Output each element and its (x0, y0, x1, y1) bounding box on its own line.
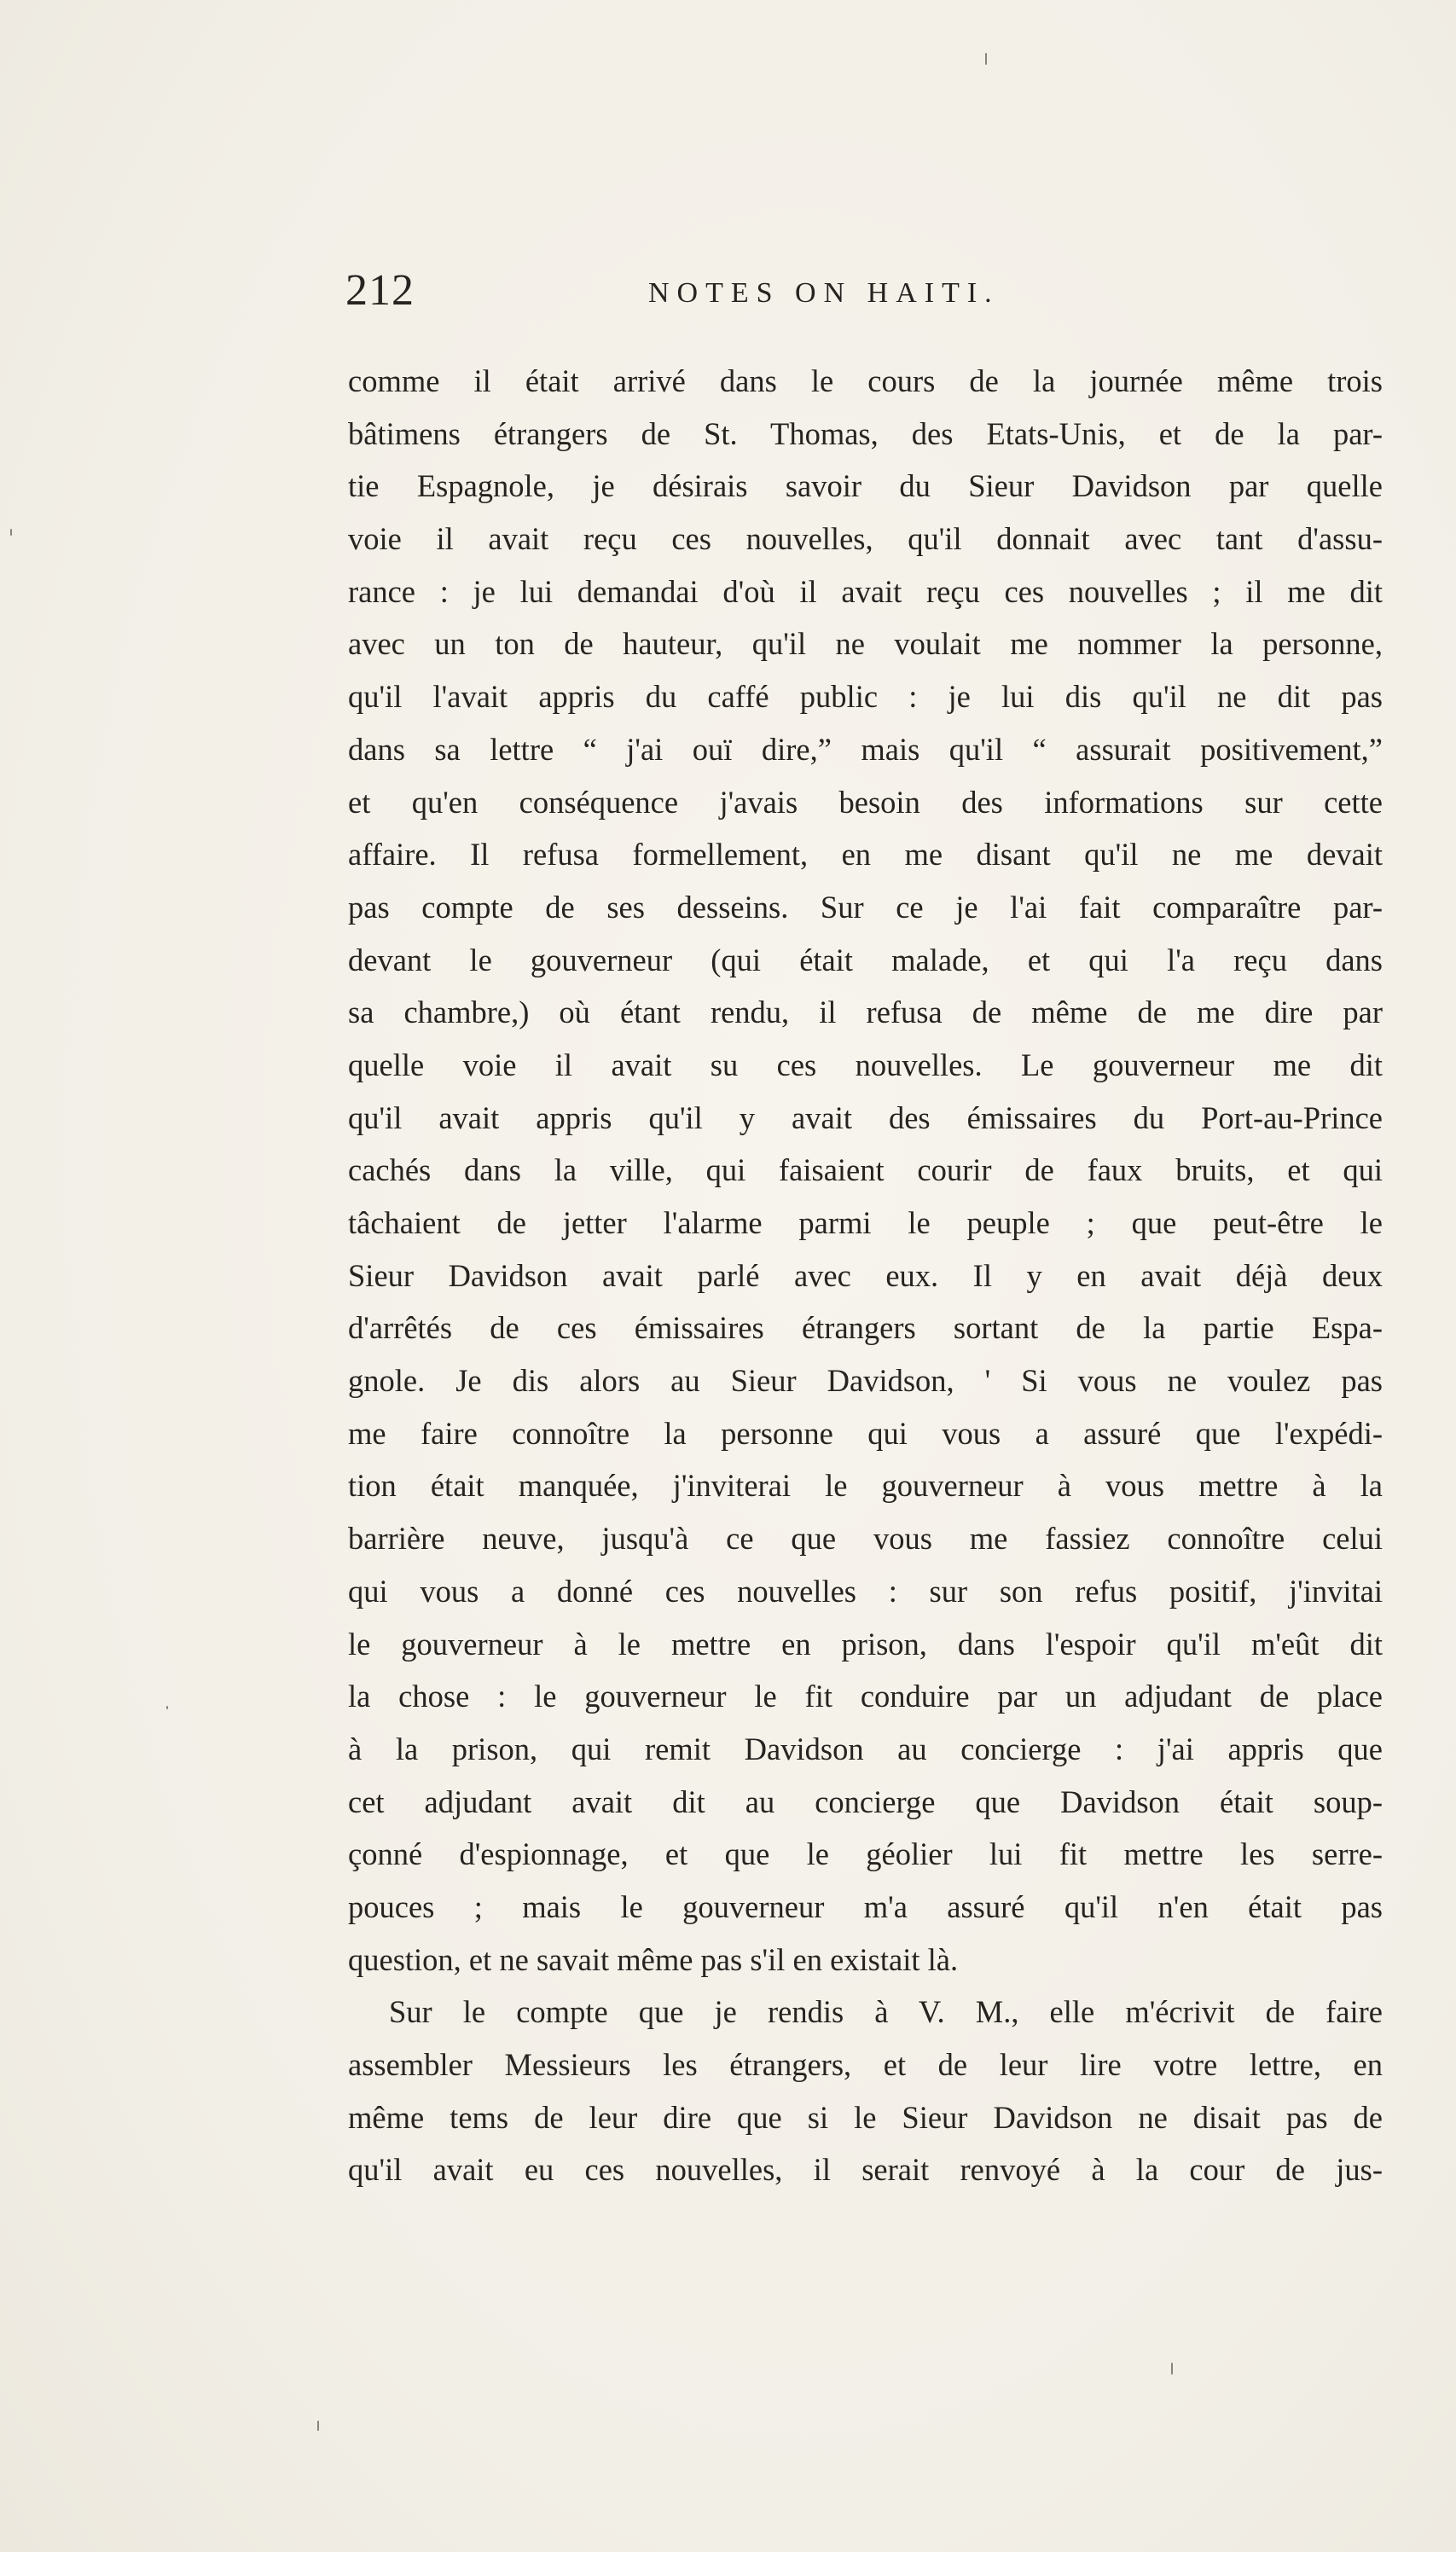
text-line: affaire. Il refusa formellement, en me disant qu'il ne me devait (348, 837, 1383, 873)
body-text (348, 355, 1383, 2196)
text-line: pas compte de ses desseins. Sur ce je l'ai fait comparaître par- (348, 889, 1383, 925)
text-line: comme il était arrivé dans le cours de la journée même trois (348, 363, 1383, 398)
text-line: bâtimens étrangers de St. Thomas, des Etats-Unis, et de la par- (348, 415, 1383, 451)
paper-speck (1171, 2363, 1173, 2375)
text-line: et qu'en conséquence j'avais besoin des informations sur cette (348, 784, 1383, 820)
text-line: qui vous a donné ces nouvelles : sur son refus positif, j'invitai (348, 1573, 1383, 1609)
text-line: même tems de leur dire que si le Sieur Davidson ne disait pas de (348, 2099, 1383, 2135)
text-line: me faire connoître la personne qui vous a assuré que l'expédi- (348, 1415, 1383, 1451)
text-line: gnole. Je dis alors au Sieur Davidson, ' Si vous ne voulez pas (348, 1363, 1383, 1399)
text-line: quelle voie il avait su ces nouvelles. Le gouverneur me dit (348, 1047, 1383, 1082)
text-line: tâchaient de jetter l'alarme parmi le peuple ; que peut-être le (348, 1205, 1383, 1240)
text-line: dans sa lettre “ j'ai ouï dire,” mais qu'il “ assurait positivement,” (348, 731, 1383, 767)
text-line: sa chambre,) où étant rendu, il refusa de même de me dire par (348, 995, 1383, 1030)
paragraph-start-line: Sur le compte que je rendis à V. M., elle m'écrivit de faire (389, 1994, 1383, 2030)
running-head: NOTES ON HAITI. (648, 277, 1000, 309)
paper-speck (10, 529, 12, 536)
text-line: qu'il l'avait appris du caffé public : je lui dis qu'il ne dit pas (348, 679, 1383, 715)
text-line: avec un ton de hauteur, qu'il ne voulait me nommer la personne, (348, 626, 1383, 662)
text-line: le gouverneur à le mettre en prison, dans l'espoir qu'il m'eût dit (348, 1626, 1383, 1662)
text-line: Sieur Davidson avait parlé avec eux. Il y en avait déjà deux (348, 1257, 1383, 1293)
text-line: d'arrêtés de ces émissaires étrangers sortant de la partie Espa- (348, 1310, 1383, 1346)
text-line: qu'il avait appris qu'il y avait des émissaires du Port-au-Prince (348, 1099, 1383, 1135)
paper-speck (985, 53, 987, 65)
text-line: cet adjudant avait dit au concierge que Davidson était soup- (348, 1784, 1383, 1819)
paper-speck (317, 2421, 319, 2431)
text-line: pouces ; mais le gouverneur m'a assuré qu'il n'en était pas (348, 1888, 1383, 1924)
text-line: barrière neuve, jusqu'à ce que vous me fassiez connoître celui (348, 1521, 1383, 1557)
text-line: tie Espagnole, je désirais savoir du Sieur Davidson par quelle (348, 468, 1383, 504)
text-line: voie il avait reçu ces nouvelles, qu'il donnait avec tant d'assu- (348, 521, 1383, 557)
paragraph-end-line: question, et ne savait même pas s'il en existait là. (348, 1941, 959, 1977)
text-line: à la prison, qui remit Davidson au concierge : j'ai appris que (348, 1731, 1383, 1766)
text-line: rance : je lui demandai d'où il avait reçu ces nouvelles ; il me dit (348, 573, 1383, 609)
text-line: devant le gouverneur (qui était malade, et qui l'a reçu dans (348, 942, 1383, 977)
text-line: assembler Messieurs les étrangers, et de leur lire votre lettre, en (348, 2047, 1383, 2082)
paper-speck (166, 1706, 168, 1709)
page-number: 212 (345, 266, 415, 315)
text-line: qu'il avait eu ces nouvelles, il serait renvoyé à la cour de jus- (348, 2152, 1383, 2188)
text-line: tion était manquée, j'inviterai le gouverneur à vous mettre à la (348, 1468, 1383, 1504)
text-line: la chose : le gouverneur le fit conduire par un adjudant de place (348, 1679, 1383, 1714)
page-header (345, 261, 1164, 321)
text-line: cachés dans la ville, qui faisaient courir de faux bruits, et qui (348, 1152, 1383, 1188)
text-line: çonné d'espionnage, et que le géolier lui fit mettre les serre- (348, 1836, 1383, 1872)
